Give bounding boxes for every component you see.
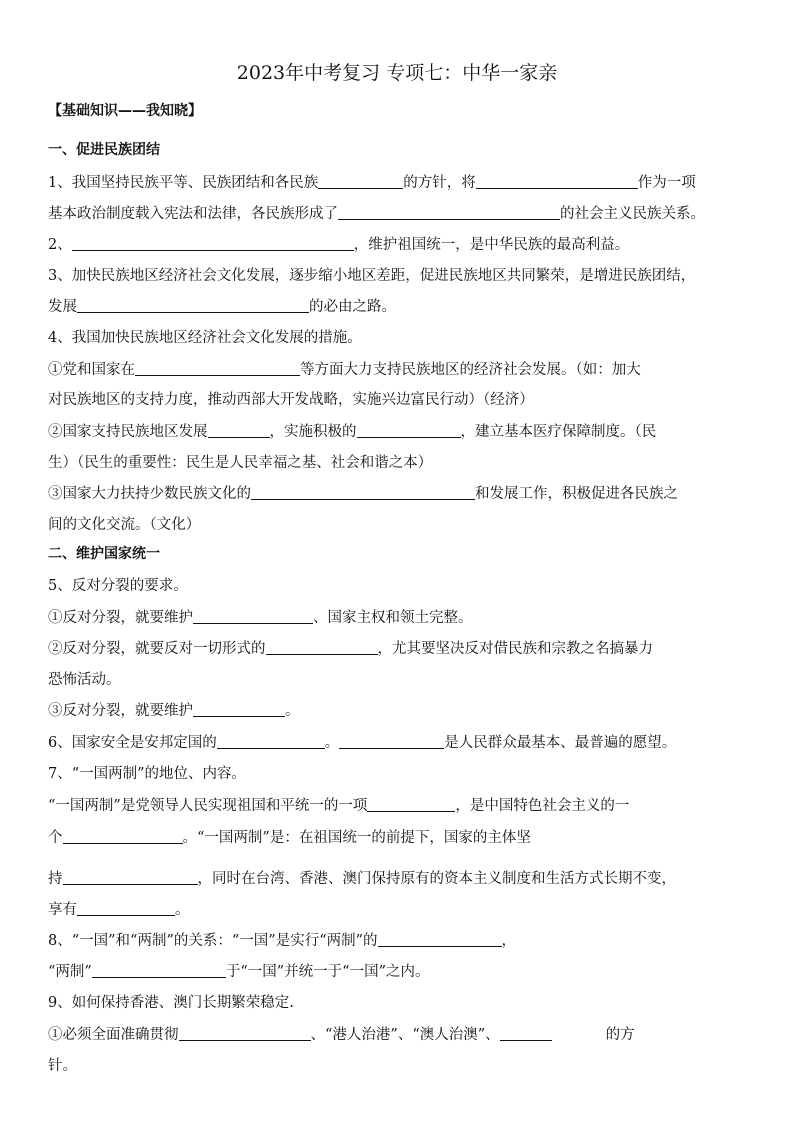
blank-field[interactable] [193,609,313,624]
blank-field[interactable] [72,236,354,251]
blank-field[interactable] [251,485,475,500]
q3-text-b: 的必由之路。 [309,299,396,315]
q1-text-e: 的社会主义民族关系。 [560,206,705,222]
q9-1-text-c: 的方 [605,1027,635,1043]
q5-2-text-a: ②反对分裂，就要反对一切形式的 [48,641,266,657]
blank-field[interactable] [357,423,461,438]
q8-text-a: 8、“一国”和“两制”的关系：“一国”是实行“两制”的 [48,933,378,949]
q7-text-e: 持 [48,871,63,887]
blank-field[interactable] [476,174,638,189]
q4-1-text-b: 等方面大力支持民族地区的经济社会发展。（如：加大 [300,362,641,378]
q8-text-d: 于“一国”并统一于“一国”之内。 [225,964,430,980]
q4-2-text-c: ，建立基本医疗保障制度。（民 [460,424,657,440]
q9-1-text-b: 、“港人治港”、“澳人治澳”、 [310,1027,500,1043]
question-4-3-line2: 间的文化交流。（文化） [48,517,201,533]
q2-text-a: 2、 [48,237,72,253]
question-3-line1: 3、加快民族地区经济社会文化发展，逐步缩小地区差距，促进民族地区共同繁荣，是增进民族团结， [48,268,696,284]
q7-text-h: 。 [175,902,190,918]
question-4-1-line2: 对民族地区的支持力度，推动西部大开发战略，实施兴边富民行动）（经济） [48,392,534,408]
q5-3-text-b: 。 [285,703,300,719]
question-7-line-b [48,826,746,847]
question-1-line2 [48,202,746,223]
q7-text-a: “一国两制”是党领导人民实现祖国和平统一的一项 [48,798,368,814]
q1-text-a: 1、我国坚持民族平等、民族团结和各民族 [48,175,319,191]
q5-3-text-a: ③反对分裂，就要维护 [48,703,193,719]
blank-field[interactable] [217,734,325,749]
question-4-2-line2: 生）（民生的重要性：民生是人民幸福之基、社会和谐之本） [48,455,433,471]
blank-field[interactable] [208,423,270,438]
blank-field[interactable] [92,963,226,978]
q1-text-d: 基本政治制度载入宪法和法律，各民族形成了 [48,206,338,222]
q4-2-text-b: ，实施积极的 [269,424,357,440]
q7-text-g: 享有 [48,902,77,918]
question-9-1-line1 [48,1023,746,1044]
question-4-1-line1 [48,358,746,379]
q4-3-text-b: 和发展工作，积极促进各民族之 [475,486,678,502]
q8-text-b: ， [501,933,517,949]
question-9: 9、如何保持香港、澳门长期繁荣稳定. [48,995,294,1011]
blank-field[interactable] [338,205,560,220]
question-5-2-line1 [48,637,746,658]
q7-text-f: ，同时在台湾、香港、澳门保持原有的资本主义制度和生活方式长期不变， [197,871,676,887]
question-3-line2 [48,295,746,316]
question-7: 7、“一国两制”的地位、内容。 [48,766,247,782]
q1-text-c: 作为一项 [637,175,696,191]
q9-1-text-a: ①必须全面准确贯彻 [48,1027,179,1043]
q4-2-text-a: ②国家支持民族地区发展 [48,424,208,440]
question-5-3 [48,699,746,720]
blank-field[interactable] [318,174,403,189]
blank-field[interactable] [367,797,455,812]
q2-text-b: ，维护祖国统一，是中华民族的最高利益。 [353,237,630,253]
blank-field[interactable] [378,932,502,947]
question-8-line1 [48,929,746,950]
q1-text-b: 的方针，将 [403,175,476,191]
q5-2-text-b: ，尤其要坚决反对借民族和宗教之名搞暴力 [377,641,653,657]
q3-text-a: 发展 [48,299,77,315]
q7-text-c: 个 [48,830,63,846]
section-heading-basic: 【基础知识——我知晓】 [48,103,202,119]
question-4-3-line1 [48,482,746,503]
q7-text-d: 。“一国两制”是：在祖国统一的前提下，国家的主体坚 [182,830,531,846]
q4-1-text-a: ①党和国家在 [48,362,135,378]
question-4: 4、我国加快民族地区经济社会文化发展的措施。 [48,330,362,346]
q4-3-text-a: ③国家大力扶持少数民族文化的 [48,486,251,502]
blank-field[interactable] [77,298,309,313]
blank-field[interactable] [266,640,378,655]
question-6 [48,731,746,752]
blank-field[interactable] [193,702,285,717]
part2-heading: 二、维护国家统一 [48,546,160,562]
question-4-2-line1 [48,420,746,441]
blank-field[interactable] [63,870,198,885]
q6-text-c: 是人民群众最基本、最普遍的愿望。 [444,735,677,751]
blank-field[interactable] [135,361,300,376]
question-5-2-line2: 恐怖活动。 [48,672,121,688]
question-1-line1 [48,171,746,192]
blank-field[interactable] [500,1026,552,1041]
q8-text-c: “两制” [48,964,92,980]
blank-field[interactable] [63,829,183,844]
question-5: 5、反对分裂的要求。 [48,578,188,594]
q5-1-text-a: ①反对分裂，就要维护 [48,610,193,626]
blank-field[interactable] [179,1026,311,1041]
question-7-line-c [48,867,746,888]
question-9-1-line2: 针。 [48,1058,77,1074]
question-8-line2 [48,960,746,981]
question-7-line-a [48,794,746,815]
q6-text-a: 6、国家安全是安邦定国的 [48,735,217,751]
question-5-1 [48,606,746,627]
part1-heading: 一、促进民族团结 [48,142,160,158]
question-2 [48,233,746,254]
blank-field[interactable] [339,734,444,749]
question-7-line-d [48,898,746,919]
q6-text-b: 。 [324,735,340,751]
q5-1-text-b: 、国家主权和领土完整。 [313,610,473,626]
page-title: 2023年中考复习 专项七：中华一家亲 [236,62,558,84]
q7-text-b: ，是中国特色社会主义的一 [455,798,630,814]
blank-field[interactable] [77,901,175,916]
